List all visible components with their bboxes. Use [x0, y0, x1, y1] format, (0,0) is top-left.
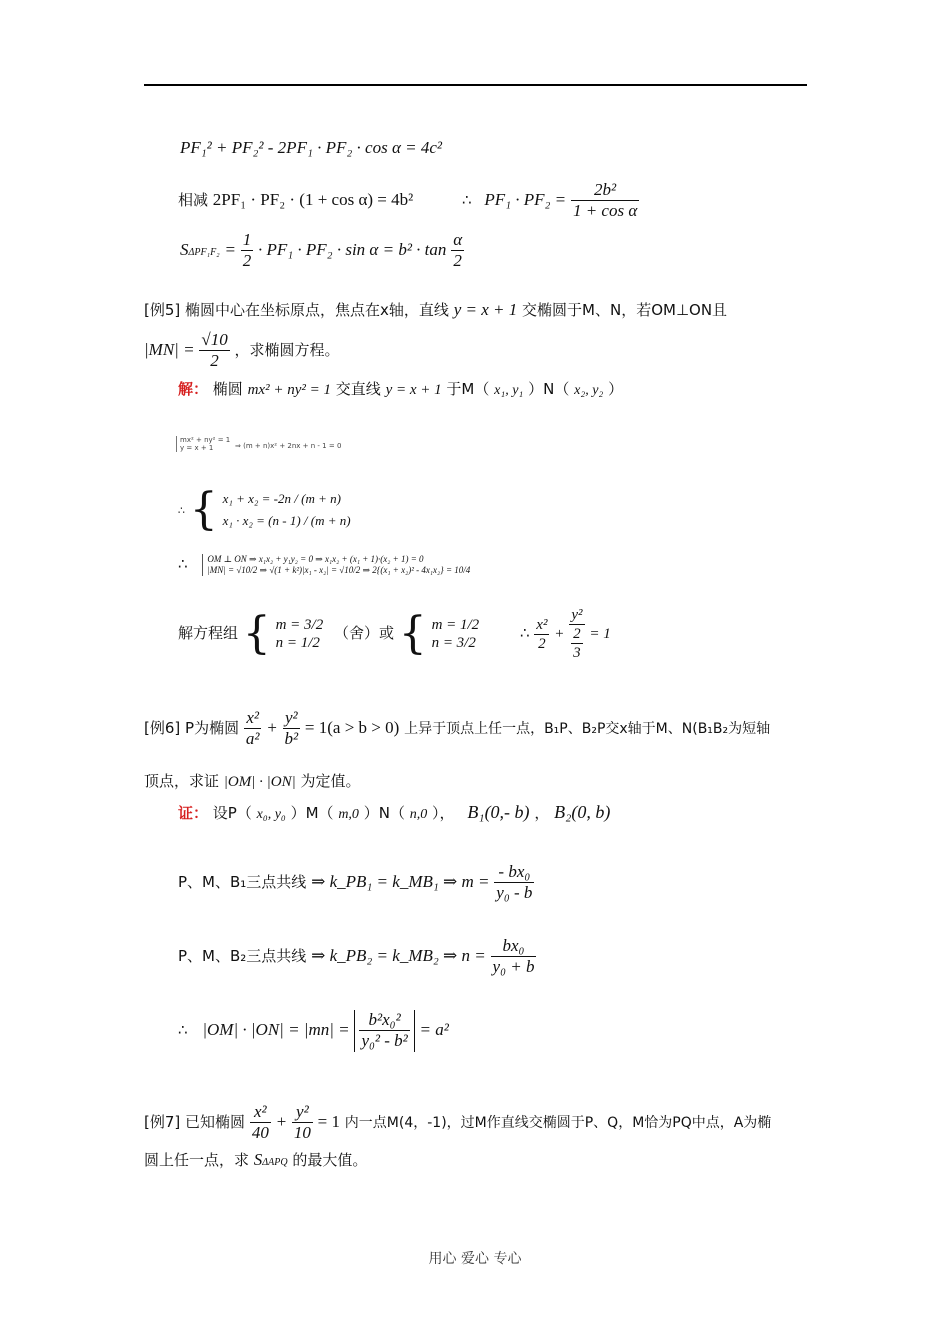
fraction-mn [199, 330, 229, 372]
point-coord: x₀, y₀ [256, 807, 286, 822]
problem-text: 的最大值。 [292, 1151, 368, 1169]
fraction-denominator: y₀² - b² [361, 1031, 408, 1051]
fraction-denominator: y₀ + b [492, 957, 535, 977]
proof-text: ）M（ [290, 804, 334, 822]
point-b2: B₂(0, b) [554, 802, 611, 822]
equals-one: = 1 [317, 1111, 340, 1131]
solution-text: 椭圆 [212, 380, 243, 398]
label-subtract: 相减 [178, 190, 209, 209]
fraction-x [244, 708, 262, 750]
problem-text: ，求椭圆方程。 [234, 340, 340, 359]
therefore-symbol: ∴ [519, 624, 530, 642]
header-rule [144, 84, 807, 86]
fraction-n [491, 936, 537, 978]
fraction-numerator: y² [283, 708, 301, 729]
line-equation: y = x + 1 [453, 300, 518, 319]
tiny-system [176, 434, 341, 452]
page-footer: 用心 爱心 专心 [428, 1251, 522, 1267]
equation-text: ⇒ k_PB₂ = k_MB₂ ⇒ n = [311, 945, 486, 965]
collinear-text: P、M、B₂三点共线 [178, 946, 307, 965]
equation-text: PF₁² + PF₂² - 2PF₁ · PF₂ · cos α = 4c² [180, 138, 442, 157]
plus-sign: + [554, 626, 565, 642]
problem-text: 内一点M(4，-1)，过M作直线交椭圆于P、Q，M恰为PQ中点，A为椭 [344, 1114, 772, 1131]
fraction-x [250, 1102, 271, 1144]
fraction-alpha [451, 230, 464, 272]
fraction-numerator: 1 [241, 230, 254, 251]
fraction-denominator: y₀ - b [496, 883, 533, 903]
fraction-denominator: 3 [573, 645, 581, 661]
equals-one: = 1 [589, 626, 611, 642]
example7-statement [144, 1102, 771, 1144]
fraction-denominator: 2 [538, 635, 546, 652]
vieta-system [178, 484, 351, 535]
fraction-numerator: 2 [573, 626, 581, 642]
system-equation: n = 1/2 [275, 635, 320, 651]
fraction-result [359, 1010, 409, 1052]
solution-label: 解： [178, 380, 209, 398]
point-coord: n,0 [409, 807, 428, 822]
nested-fraction [571, 625, 583, 662]
equation-line-1 [180, 138, 442, 158]
length-condition: |MN| = √10/2 ⇒ √(1 + k²)|x₁ - x₂| = √10/2 ⇒ 2{(x₁ + x₂)² - 4x₁x₂} = 10/4 [207, 564, 471, 575]
example6-statement-2 [144, 772, 361, 791]
vieta-product: x₁ · x₂ = (n - 1) / (m + n) [222, 513, 351, 528]
problem-text: 已知椭圆 [185, 1112, 246, 1131]
equation-text: ⇒ k_PB₁ = k_MB₁ ⇒ m = [311, 871, 490, 891]
proof-label: 证： [178, 804, 209, 822]
area-subscript: ΔPF₁F₂ [188, 246, 220, 258]
fraction [571, 180, 639, 222]
fraction-numerator: y² [292, 1102, 313, 1123]
proof-text: 设P（ [212, 804, 252, 822]
fraction-numerator: x² [536, 616, 548, 633]
answer-x-fraction [534, 616, 549, 653]
fraction-denominator: 40 [251, 1123, 269, 1143]
system-2 [432, 616, 480, 652]
therefore-symbol: ∴ [461, 190, 472, 209]
area-symbol: S [253, 1150, 263, 1169]
fraction-numerator: x² [250, 1102, 271, 1123]
fraction-denominator: 2 [210, 351, 219, 371]
equation-line-3 [180, 230, 464, 272]
system-equation: m = 3/2 [275, 617, 324, 633]
therefore-symbol: ∴ [178, 554, 188, 573]
solution-text: 交直线 [335, 380, 381, 398]
fraction-denominator: 10 [293, 1123, 311, 1143]
result-line [178, 1010, 449, 1052]
solve-system-line [178, 606, 611, 662]
equation-text: · PF₁ · PF₂ · sin α = b² · tan [257, 239, 447, 259]
example5-statement [144, 300, 727, 320]
example6-proof-setup [178, 802, 610, 824]
system-equation: m = 1/2 [431, 617, 480, 633]
example-tag: [例7] [144, 1112, 181, 1131]
equation-text: y = x + 1 [385, 382, 442, 398]
ellipse-condition: = 1(a > b > 0) [304, 717, 400, 737]
fraction-numerator: x² [244, 708, 262, 729]
system-1 [276, 616, 324, 652]
fraction-numerator: α [451, 230, 464, 251]
equation-text: 2PF₁ · PF₂ · (1 + cos α) = 4b² [212, 189, 414, 209]
system-equation: n = 3/2 [431, 635, 476, 651]
point-coord: x₁, y₁ [494, 383, 524, 398]
fraction-denominator: a² [245, 729, 260, 749]
equation-line-2 [178, 180, 639, 222]
collinear-line-1 [178, 862, 534, 904]
problem-text: 椭圆中心在坐标原点，焦点在x轴，直线 [185, 301, 449, 319]
solution-text: 于M（ [446, 380, 490, 398]
example-tag: [例5] [144, 301, 181, 319]
equation-text: mx² + ny² = 1 [247, 382, 331, 398]
fraction-y [292, 1102, 313, 1144]
equation-text: |OM| · |ON| = |mn| = [202, 1019, 350, 1039]
fraction-y [283, 708, 301, 750]
fraction-numerator: 2b² [571, 180, 639, 201]
equation-text: |MN| = [144, 339, 195, 359]
point-coord: m,0 [338, 807, 359, 822]
fraction-denominator: 1 + cos α [572, 201, 638, 221]
product-expression: |OM| · |ON| [223, 774, 296, 790]
equation-text: PF₁ · PF₂ = [484, 189, 567, 209]
problem-text: 顶点，求证 [144, 772, 220, 790]
vieta-sum: x₁ + x₂ = -2n / (m + n) [222, 491, 341, 507]
point-coord: x₂, y₂ [574, 383, 604, 398]
example6-statement [144, 708, 770, 750]
solution-text: 解方程组 [178, 624, 239, 642]
fraction-numerator: y² [569, 606, 585, 625]
left-brace: { [242, 608, 271, 659]
proof-text: ）N（ [363, 804, 405, 822]
fraction-numerator: b²x₀² [359, 1010, 409, 1031]
fraction-numerator: - bx₀ [494, 862, 534, 883]
therefore-symbol: ∴ [178, 1020, 188, 1039]
fraction-denominator: 2 [453, 251, 462, 271]
point-b1: B₁(0,- b) [467, 802, 530, 822]
example-tag: [例6] [144, 718, 181, 737]
problem-text: 上异于顶点上任一点，B₁P、B₂P交x轴于M、N(B₁B₂为短轴 [404, 720, 771, 737]
solution-text: ） [608, 380, 624, 398]
solution-text: ）N（ [528, 380, 570, 398]
example7-statement-2 [144, 1150, 367, 1170]
fraction-denominator: 2 [242, 251, 252, 271]
problem-text: 交椭圆于M、N，若OM⊥ON且 [522, 301, 728, 319]
perpendicular-condition: OM ⊥ ON ⇒ x₁x₂ + y₁y₂ = 0 ⇒ x₁x₂ + (x₁ + 1)·(x₂ + 1) = 0 [207, 554, 424, 564]
reject-text: （舍）或 [333, 624, 394, 642]
problem-text: P为椭圆 [185, 718, 240, 737]
left-brace: { [398, 608, 427, 659]
tiny-equation: mx² + ny² = 1 [180, 435, 231, 444]
condition-system [178, 554, 470, 576]
example5-solution-line [178, 380, 623, 400]
equation-text: = a² [419, 1019, 449, 1039]
condition-equations [202, 554, 470, 576]
collinear-line-2 [178, 936, 536, 978]
equals-sign: = [224, 239, 236, 259]
problem-text: 圆上任一点，求 [144, 1151, 250, 1169]
area-subscript: ΔAPQ [262, 1157, 288, 1168]
absolute-value [354, 1010, 414, 1052]
fraction-m [494, 862, 534, 904]
area-symbol: S [180, 239, 189, 259]
example5-statement-2 [144, 330, 340, 372]
collinear-text: P、M、B₁三点共线 [178, 872, 307, 891]
left-brace: { [189, 484, 218, 535]
fraction-half [241, 230, 254, 272]
plus-sign: + [275, 1111, 288, 1131]
proof-text: ）， [432, 804, 455, 822]
problem-text: 为定值。 [300, 772, 361, 790]
separator: ， [534, 804, 550, 822]
tiny-brace-system [176, 436, 230, 453]
therefore-symbol: ∴ [178, 504, 185, 517]
tiny-equation: y = x + 1 [180, 444, 214, 452]
answer-y-fraction [569, 606, 585, 662]
fraction-numerator: bx₀ [491, 936, 537, 957]
fraction-numerator: √10 [199, 330, 229, 351]
tiny-result: ⇒ (m + n)x² + 2nx + n - 1 = 0 [235, 442, 342, 450]
vieta-equations [223, 491, 351, 528]
fraction-denominator: b² [284, 729, 299, 749]
plus-sign: + [266, 717, 278, 737]
fraction-denominator [569, 625, 585, 662]
